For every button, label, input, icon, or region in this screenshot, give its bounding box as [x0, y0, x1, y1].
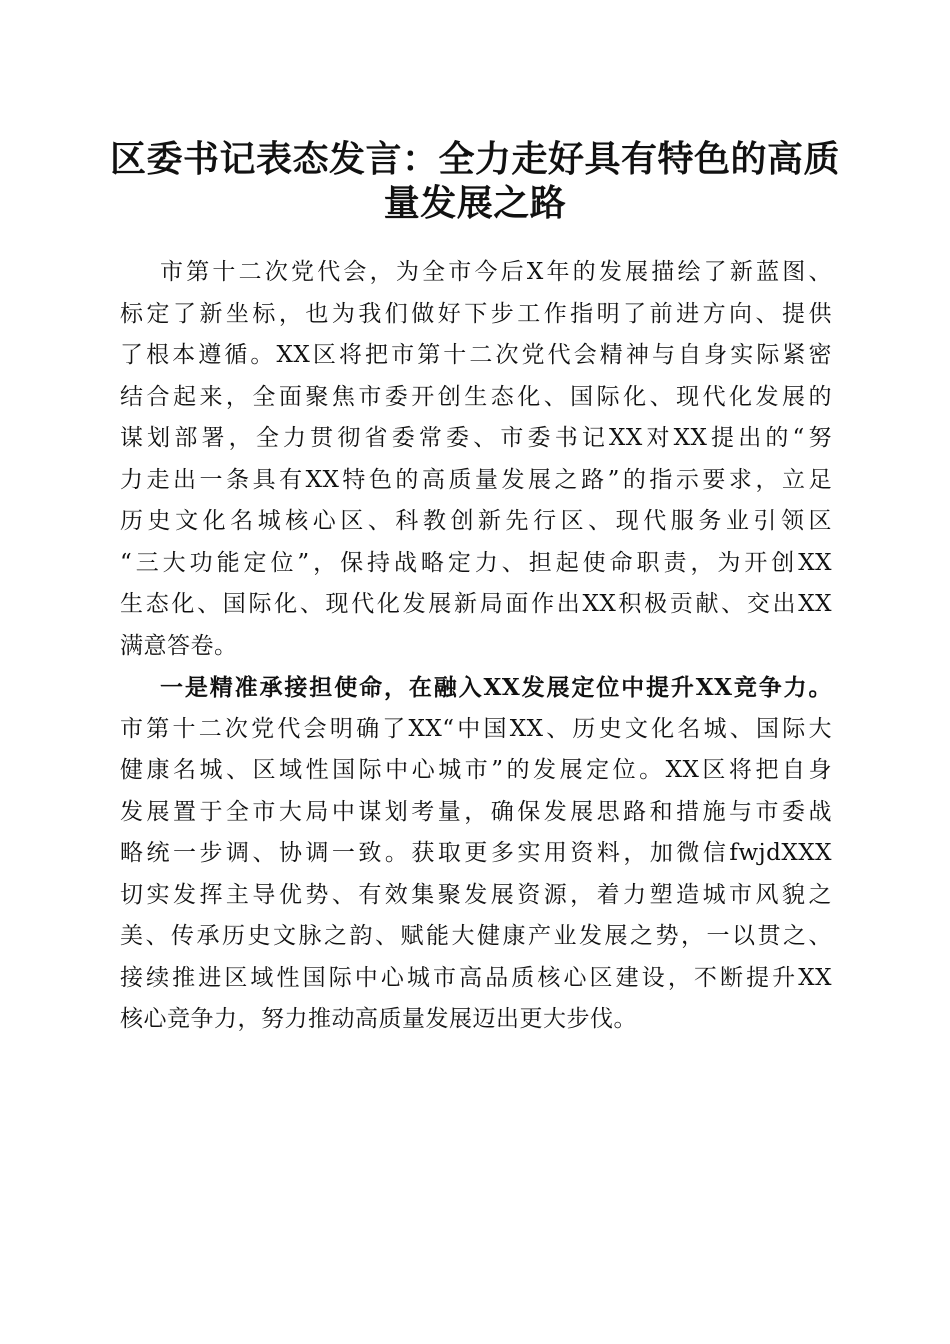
paragraph-1	[120, 252, 832, 667]
text-line: 力走出一条具有XX特色的高质量发展之路”的指示要求，立足	[120, 466, 832, 493]
document-title	[110, 137, 840, 225]
text-line: 生态化、国际化、现代化发展新局面作出XX积极贡献、交出XX	[120, 591, 832, 617]
title-line: 量发展之路	[383, 182, 567, 224]
text-line: 历史文化名城核心区、科教创新先行区、现代服务业引领区	[120, 508, 832, 534]
text-line: 接续推进区域性国际中心城市高品质核心区建设，不断提升XX	[120, 964, 832, 991]
text-line: “三大功能定位”，保持战略定力、担起使命职责，为开创XX	[120, 549, 832, 576]
text-line: 市第十二次党代会明确了XX“中国XX、历史文化名城、国际大	[120, 715, 832, 742]
text-line: 核心竞争力，努力推动高质量发展迈出更大步伐。	[120, 1006, 637, 1032]
text-line: 发展置于全市大局中谋划考量，确保发展思路和措施与市委战	[120, 798, 832, 825]
text-line: 市第十二次党代会，为全市今后X年的发展描绘了新蓝图、	[160, 259, 832, 285]
title-line: 区委书记表态发言：全力走好具有特色的高质	[110, 138, 841, 180]
text-line: 满意答卷。	[120, 632, 238, 659]
text-line: 健康名城、区域性国际中心城市”的发展定位。XX区将把自身	[120, 757, 832, 783]
text-line: 结合起来，全面聚焦市委开创生态化、国际化、现代化发展的	[120, 383, 832, 410]
paragraph-2	[120, 667, 832, 1041]
text-line: 标定了新坐标，也为我们做好下步工作指明了前进方向、提供	[120, 300, 832, 327]
text-line: 切实发挥主导优势、有效集聚发展资源，着力塑造城市风貌之	[120, 881, 832, 908]
text-line: 了根本遵循。XX区将把市第十二次党代会精神与自身实际紧密	[120, 342, 832, 368]
document-body	[120, 252, 832, 1041]
text-line: 谋划部署，全力贯彻省委常委、市委书记XX对XX提出的“努	[120, 425, 832, 451]
paragraph-lead-heading: 一是精准承接担使命，在融入XX发展定位中提升XX竞争力。	[160, 674, 832, 701]
text-line: 略统一步调、协调一致。获取更多实用资料，加微信fwjdXXX	[120, 840, 832, 866]
text-line: 美、传承历史文脉之韵、赋能大健康产业发展之势，一以贯之、	[120, 923, 832, 949]
